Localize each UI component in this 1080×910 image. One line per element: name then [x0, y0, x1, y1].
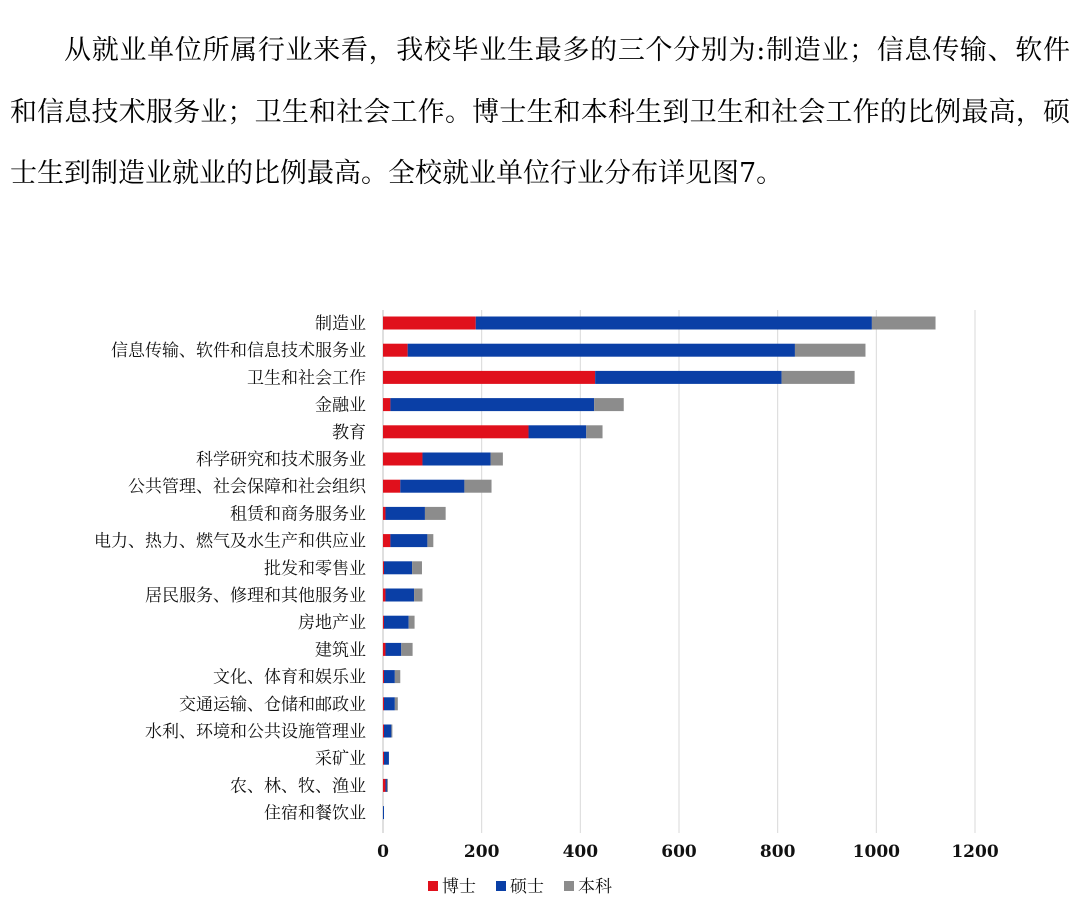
category-label: 电力、热力、燃气及水生产和供应业: [94, 531, 366, 552]
bar-segment-1: [383, 643, 385, 656]
x-tick-label: 200: [463, 842, 500, 862]
bar-segment-1: [383, 317, 476, 330]
bar-series: [383, 317, 936, 820]
bar-segment-3: [387, 779, 388, 792]
category-label: 制造业: [315, 314, 366, 334]
bar-segment-1: [383, 371, 595, 384]
bar-segment-1: [383, 398, 390, 411]
bar-segment-3: [395, 697, 398, 710]
bar-segment-2: [529, 425, 587, 438]
category-label: 房地产业: [298, 613, 366, 634]
bar-segment-1: [383, 507, 385, 520]
bar-segment-2: [390, 534, 427, 547]
category-label: 教育: [332, 422, 366, 443]
bar-segment-2: [384, 725, 391, 738]
category-label: 租赁和商务服务业: [230, 504, 366, 525]
bar-segment-3: [409, 616, 415, 629]
bar-segment-2: [400, 480, 464, 493]
bar-segment-3: [391, 725, 392, 738]
bar-segment-3: [782, 371, 855, 384]
x-tick-label: 1200: [951, 842, 999, 862]
bar-segment-3: [872, 317, 936, 330]
x-tick-label: 400: [562, 842, 599, 862]
bar-segment-1: [383, 697, 384, 710]
category-label: 信息传输、软件和信息技术服务业: [111, 341, 366, 362]
category-label: 公共管理、社会保障和社会组织: [128, 477, 366, 498]
bar-segment-2: [385, 779, 386, 792]
intro-paragraph: 从就业单位所属行业来看，我校毕业生最多的三个分别为:制造业；信息传输、软件和信息技术服务业；卫生和社会工作。博士生和本科生到卫生和社会工作的比例最高，硕士生到制造业就业的比例最高。全校就业单位行业分布详见图7。: [10, 35, 1070, 189]
bar-segment-2: [408, 344, 795, 357]
chart-legend: [428, 877, 612, 897]
legend-swatch: [428, 881, 438, 891]
bar-segment-2: [390, 398, 594, 411]
bar-segment-2: [595, 371, 781, 384]
bar-segment-2: [384, 752, 389, 765]
bar-segment-3: [795, 344, 866, 357]
bar-segment-1: [383, 561, 384, 574]
bar-segment-1: [383, 752, 384, 765]
legend-swatch: [496, 881, 506, 891]
bar-segment-3: [464, 480, 491, 493]
bar-segment-3: [586, 425, 602, 438]
grid-lines: [383, 310, 975, 833]
bar-segment-3: [395, 670, 400, 683]
legend-label: 本科: [578, 877, 612, 897]
category-labels: [94, 314, 367, 824]
bar-segment-1: [383, 480, 400, 493]
bar-segment-1: [383, 616, 384, 629]
legend-label: 硕士: [510, 877, 544, 897]
bar-segment-2: [385, 507, 424, 520]
bar-segment-1: [383, 589, 385, 602]
x-tick-label: 600: [661, 842, 697, 862]
category-label: 文化、体育和娱乐业: [213, 667, 366, 688]
x-tick-label: 1000: [852, 842, 900, 862]
bar-segment-3: [427, 534, 433, 547]
bar-segment-1: [383, 725, 384, 738]
bar-segment-2: [383, 806, 384, 819]
category-label: 批发和零售业: [264, 558, 366, 579]
bar-segment-1: [383, 670, 384, 683]
bar-segment-3: [414, 589, 422, 602]
bar-segment-1: [383, 534, 390, 547]
bar-segment-2: [385, 589, 414, 602]
category-label: 金融业: [315, 395, 366, 416]
category-label: 采矿业: [315, 749, 366, 770]
legend-swatch: [564, 881, 574, 891]
category-label: 住宿和餐饮业: [264, 803, 366, 824]
bar-segment-3: [401, 643, 412, 656]
category-label: 卫生和社会工作: [247, 368, 366, 389]
bar-segment-3: [491, 453, 503, 466]
category-label: 农、林、牧、渔业: [230, 776, 366, 797]
x-tick-label: 800: [759, 842, 796, 862]
bar-segment-1: [383, 344, 408, 357]
bar-segment-2: [384, 561, 412, 574]
bar-segment-2: [385, 643, 401, 656]
bar-segment-2: [422, 453, 490, 466]
bar-segment-1: [383, 779, 385, 792]
bar-segment-2: [384, 616, 409, 629]
bar-segment-2: [476, 317, 872, 330]
category-label: 建筑业: [315, 640, 366, 661]
bar-segment-3: [412, 561, 422, 574]
bar-segment-3: [594, 398, 624, 411]
category-label: 居民服务、修理和其他服务业: [145, 586, 366, 606]
bar-segment-2: [384, 670, 395, 683]
bar-segment-2: [384, 697, 395, 710]
bar-segment-3: [425, 507, 446, 520]
x-axis-ticks: [377, 842, 999, 862]
category-label: 水利、环境和公共设施管理业: [145, 722, 366, 742]
x-tick-label: 0: [377, 842, 389, 862]
bar-segment-1: [383, 425, 529, 438]
category-label: 交通运输、仓储和邮政业: [179, 694, 366, 715]
category-label: 科学研究和技术服务业: [196, 450, 366, 470]
bar-segment-1: [383, 453, 422, 466]
industry-distribution-chart: [0, 290, 1080, 910]
legend-label: 博士: [442, 877, 476, 897]
